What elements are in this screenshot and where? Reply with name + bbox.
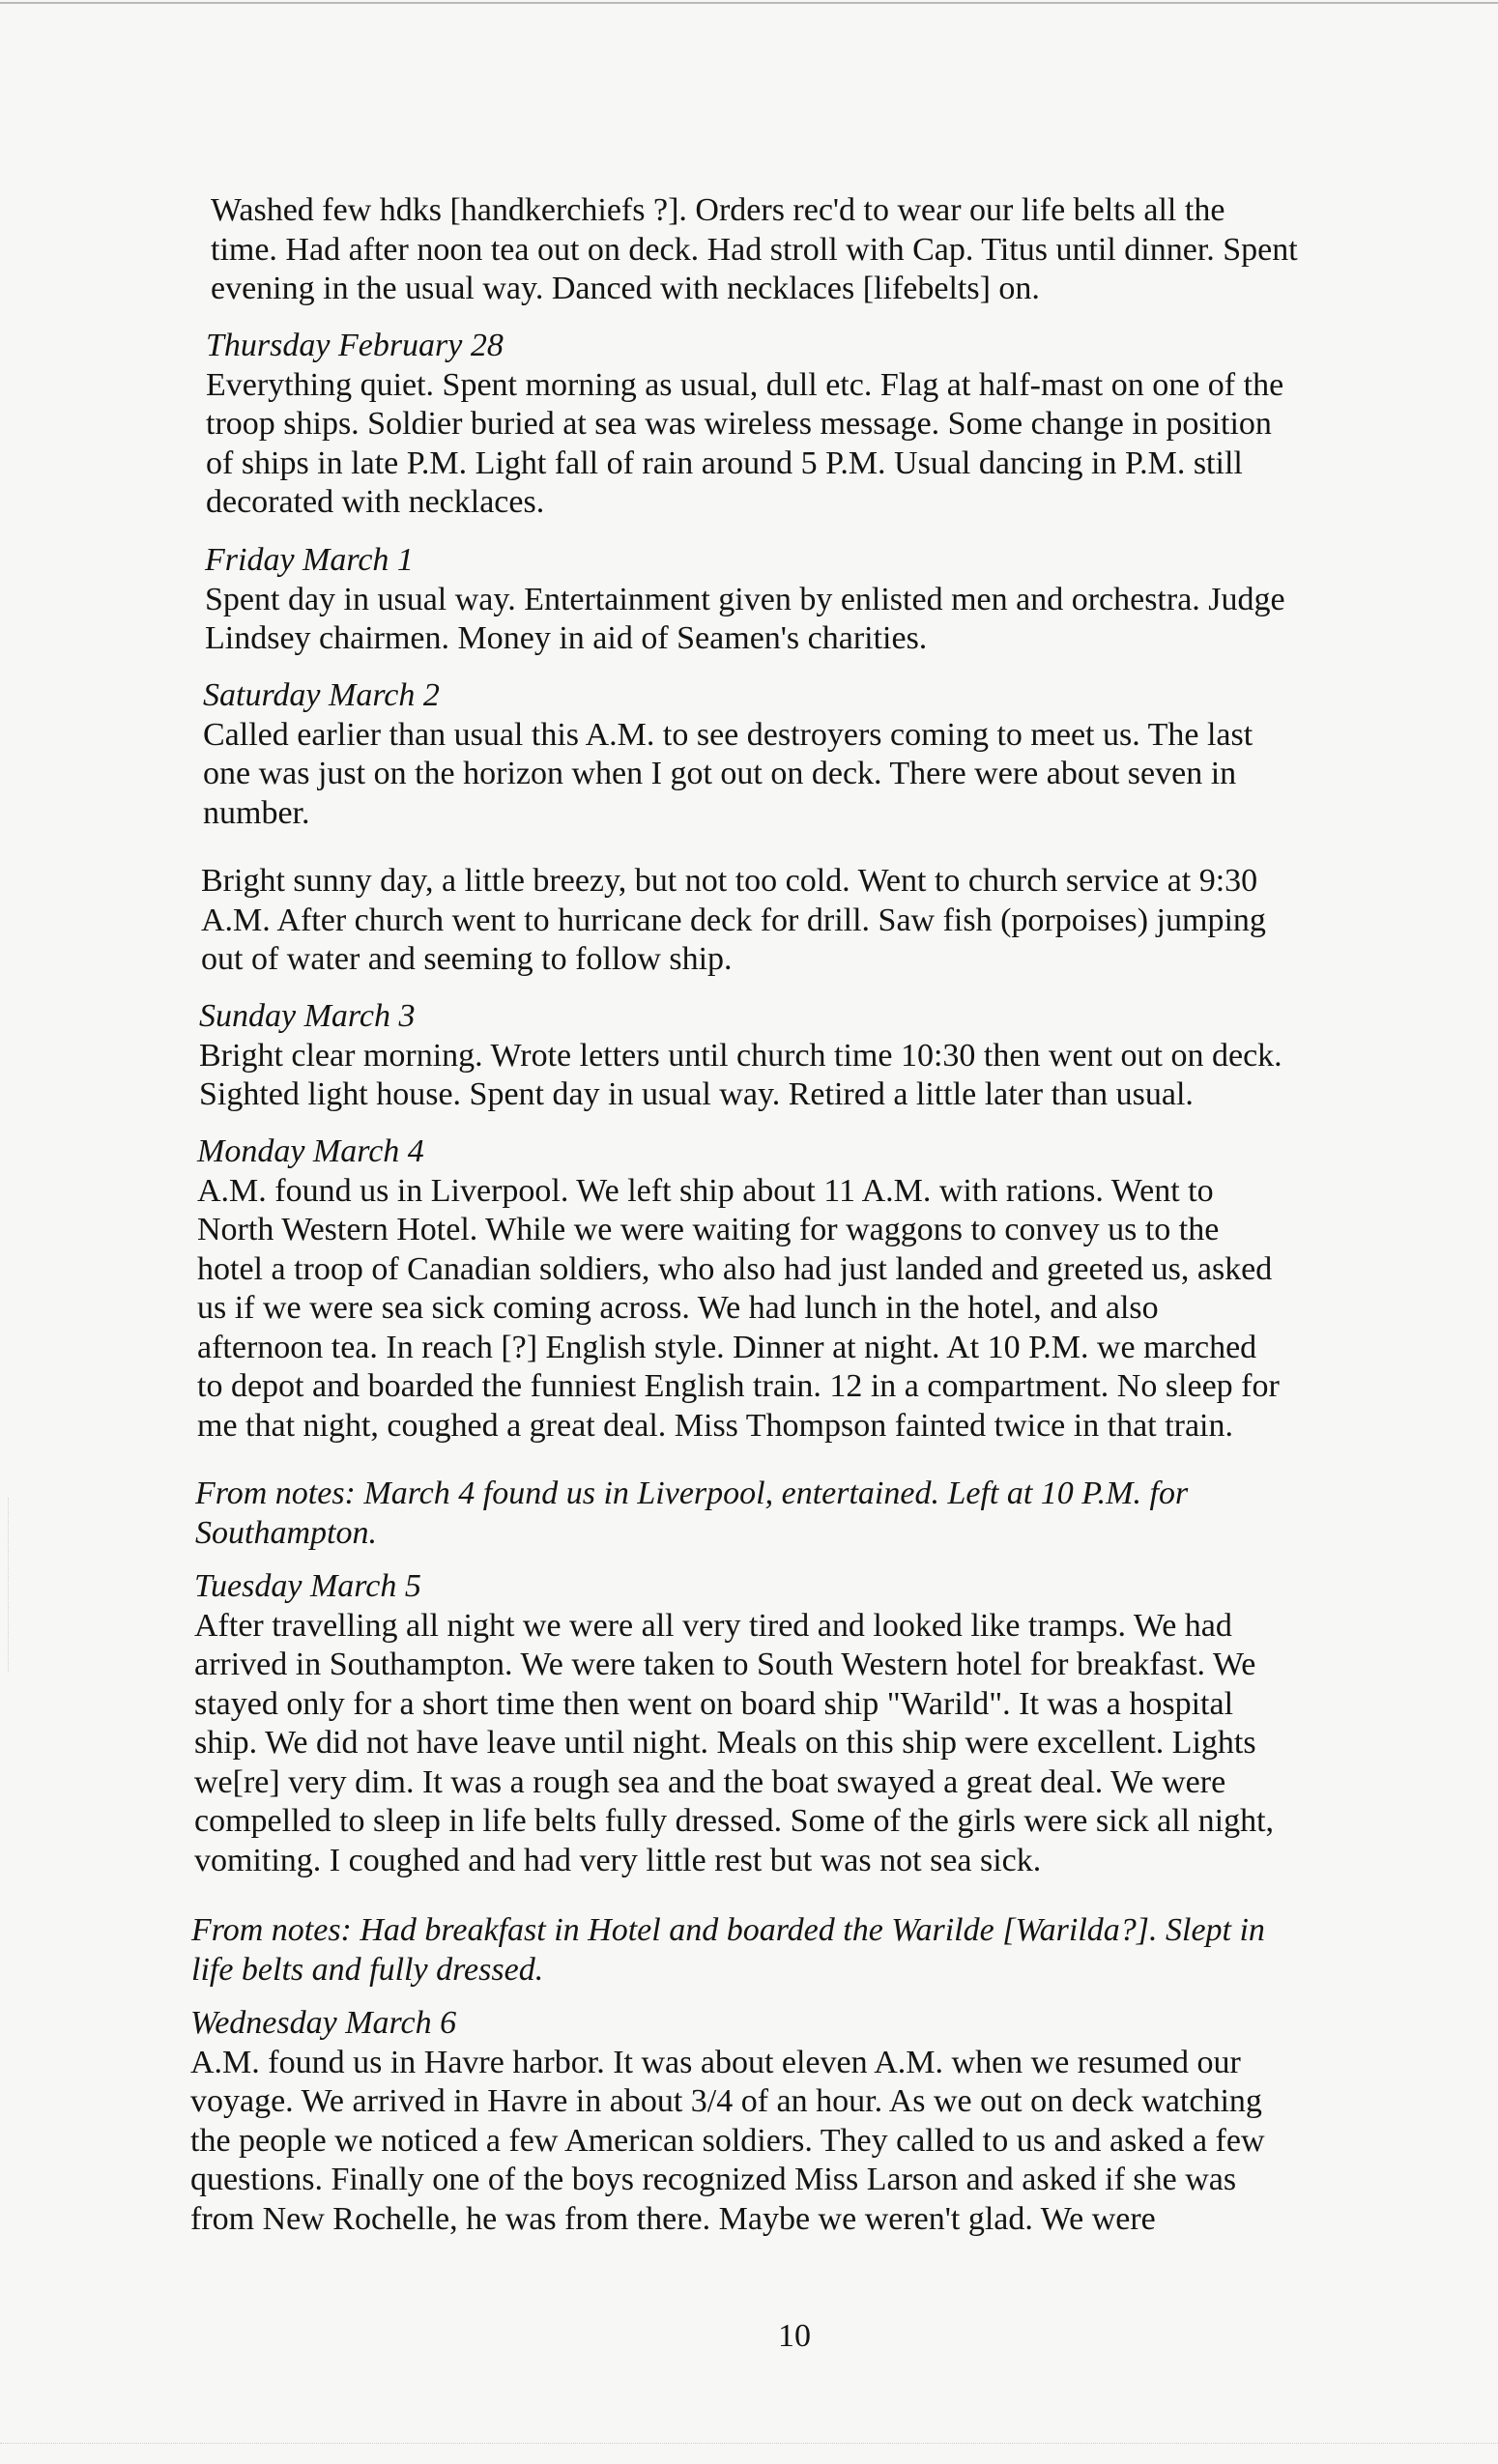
entry-line: Sighted light house. Spent day in usual way. Retired a little later than usual. xyxy=(199,1076,1194,1112)
entry-line: compelled to sleep in life belts fully dressed. Some of the girls were sick all night, xyxy=(194,1803,1275,1839)
notes-march-4 xyxy=(195,1475,1188,1553)
entry-line: stayed only for a short time then went on board ship "Warild". It was a hospital xyxy=(194,1685,1234,1722)
entry-monday-march-4 xyxy=(197,1132,1280,1446)
note-line: Southampton. xyxy=(195,1514,377,1551)
scan-speckle-bottom xyxy=(0,2443,1498,2445)
entry-date-heading: Monday March 4 xyxy=(197,1133,424,1169)
entry-line: Called earlier than usual this A.M. to see destroyers coming to meet us. The last xyxy=(203,716,1253,753)
note-line: From notes: March 4 found us in Liverpool, entertained. Left at 10 P.M. for xyxy=(195,1476,1189,1511)
entry-line: troop ships. Soldier buried at sea was wireless message. Some change in position xyxy=(206,406,1272,442)
entry-line: we[re] very dim. It was a rough sea and the boat swayed a great deal. We were xyxy=(194,1763,1226,1800)
entry-date-heading: Thursday February 28 xyxy=(206,328,504,363)
entry-line: me that night, coughed a great deal. Miss Thompson fainted twice in that train. xyxy=(197,1407,1233,1444)
entry-line: Bright clear morning. Wrote letters until church time 10:30 then went out on deck. xyxy=(199,1037,1282,1074)
entry-line: North Western Hotel. While we were waiting for waggons to convey us to the xyxy=(197,1212,1220,1247)
entry-line: Washed few hdks [handkerchiefs ?]. Orders rec'd to wear our life belts all the xyxy=(211,192,1225,228)
entry-date-heading: Friday March 1 xyxy=(205,542,414,578)
entry-line: Everything quiet. Spent morning as usual, dull etc. Flag at half-mast on one of the xyxy=(206,366,1284,403)
scan-speckle-left xyxy=(8,1498,10,1672)
entry-line: from New Rochelle, he was from there. Maybe we weren't glad. We were xyxy=(190,2200,1156,2237)
entry-line: the people we noticed a few American soldiers. They called to us and asked a few xyxy=(190,2122,1265,2159)
entry-line: of ships in late P.M. Light fall of rain around 5 P.M. Usual dancing in P.M. still xyxy=(206,444,1243,481)
entry-line: hotel a troop of Canadian soldiers, who also had just landed and greeted us, asked xyxy=(197,1250,1273,1287)
entry-line: Spent day in usual way. Entertainment given by enlisted men and orchestra. Judge xyxy=(205,581,1285,617)
entry-line: decorated with necklaces. xyxy=(206,484,545,520)
entry-line: A.M. found us in Havre harbor. It was about eleven A.M. when we resumed our xyxy=(190,2044,1241,2080)
entry-line: to depot and boarded the funniest English train. 12 in a compartment. No sleep for xyxy=(197,1368,1280,1404)
entry-line: After travelling all night we were all very tired and looked like tramps. We had xyxy=(194,1607,1232,1644)
entry-line: one was just on the horizon when I got out on deck. There were about seven in xyxy=(203,756,1237,791)
entry-line: out of water and seeming to follow ship. xyxy=(201,941,733,977)
entry-line: A.M. After church went to hurricane deck for drill. Saw fish (porpoises) jumping xyxy=(201,902,1266,938)
entry-thursday-feb-28 xyxy=(206,327,1283,523)
entry-line: evening in the usual way. Danced with necklaces [lifebelts] on. xyxy=(211,271,1040,306)
note-line: life belts and fully dressed. xyxy=(191,1951,544,1988)
note-line: From notes: Had breakfast in Hotel and boarded the Warilde [Warilda?]. Slept in xyxy=(191,1912,1265,1948)
entry-continuation xyxy=(211,191,1298,309)
entry-line: afternoon tea. In reach [?] English style. Dinner at night. At 10 P.M. we marched xyxy=(197,1329,1257,1365)
entry-sunday-march-3 xyxy=(199,997,1282,1115)
entry-line: arrived in Southampton. We were taken to South Western hotel for breakfast. We xyxy=(194,1647,1256,1682)
entry-date-heading: Wednesday March 6 xyxy=(190,2005,457,2041)
entry-line: time. Had after noon tea out on deck. Had stroll with Cap. Titus until dinner. Spent xyxy=(211,231,1298,268)
entry-line: Bright sunny day, a little breezy, but not too cold. Went to church service at 9:30 xyxy=(201,863,1258,899)
entry-wednesday-march-6 xyxy=(190,2004,1265,2239)
entry-line: us if we were sea sick coming across. We had lunch in the hotel, and also xyxy=(197,1290,1159,1326)
top-edge-rule xyxy=(0,2,1498,4)
entry-line: questions. Finally one of the boys recognized Miss Larson and asked if she was xyxy=(190,2162,1237,2197)
entry-line: vomiting. I coughed and had very little rest but was not sea sick. xyxy=(194,1842,1042,1878)
entry-line: number. xyxy=(203,794,310,831)
entry-line: ship. We did not have leave until night. Meals on this ship were excellent. Lights xyxy=(194,1725,1256,1761)
entry-saturday-paragraph-2 xyxy=(201,862,1266,980)
entry-saturday-march-2 xyxy=(203,676,1253,833)
entry-line: Lindsey chairmen. Money in aid of Seamen's charities. xyxy=(205,620,928,656)
page-number: 10 xyxy=(778,2318,811,2354)
entry-tuesday-march-5 xyxy=(194,1567,1274,1880)
notes-march-5 xyxy=(191,1911,1265,1990)
entry-date-heading: Sunday March 3 xyxy=(199,998,416,1034)
entry-line: voyage. We arrived in Havre in about 3/4 of an hour. As we out on deck watching xyxy=(190,2083,1262,2119)
entry-date-heading: Tuesday March 5 xyxy=(194,1568,421,1604)
entry-date-heading: Saturday March 2 xyxy=(203,677,440,713)
entry-friday-march-1 xyxy=(205,541,1285,659)
entry-line: A.M. found us in Liverpool. We left ship about 11 A.M. with rations. Went to xyxy=(197,1172,1214,1209)
